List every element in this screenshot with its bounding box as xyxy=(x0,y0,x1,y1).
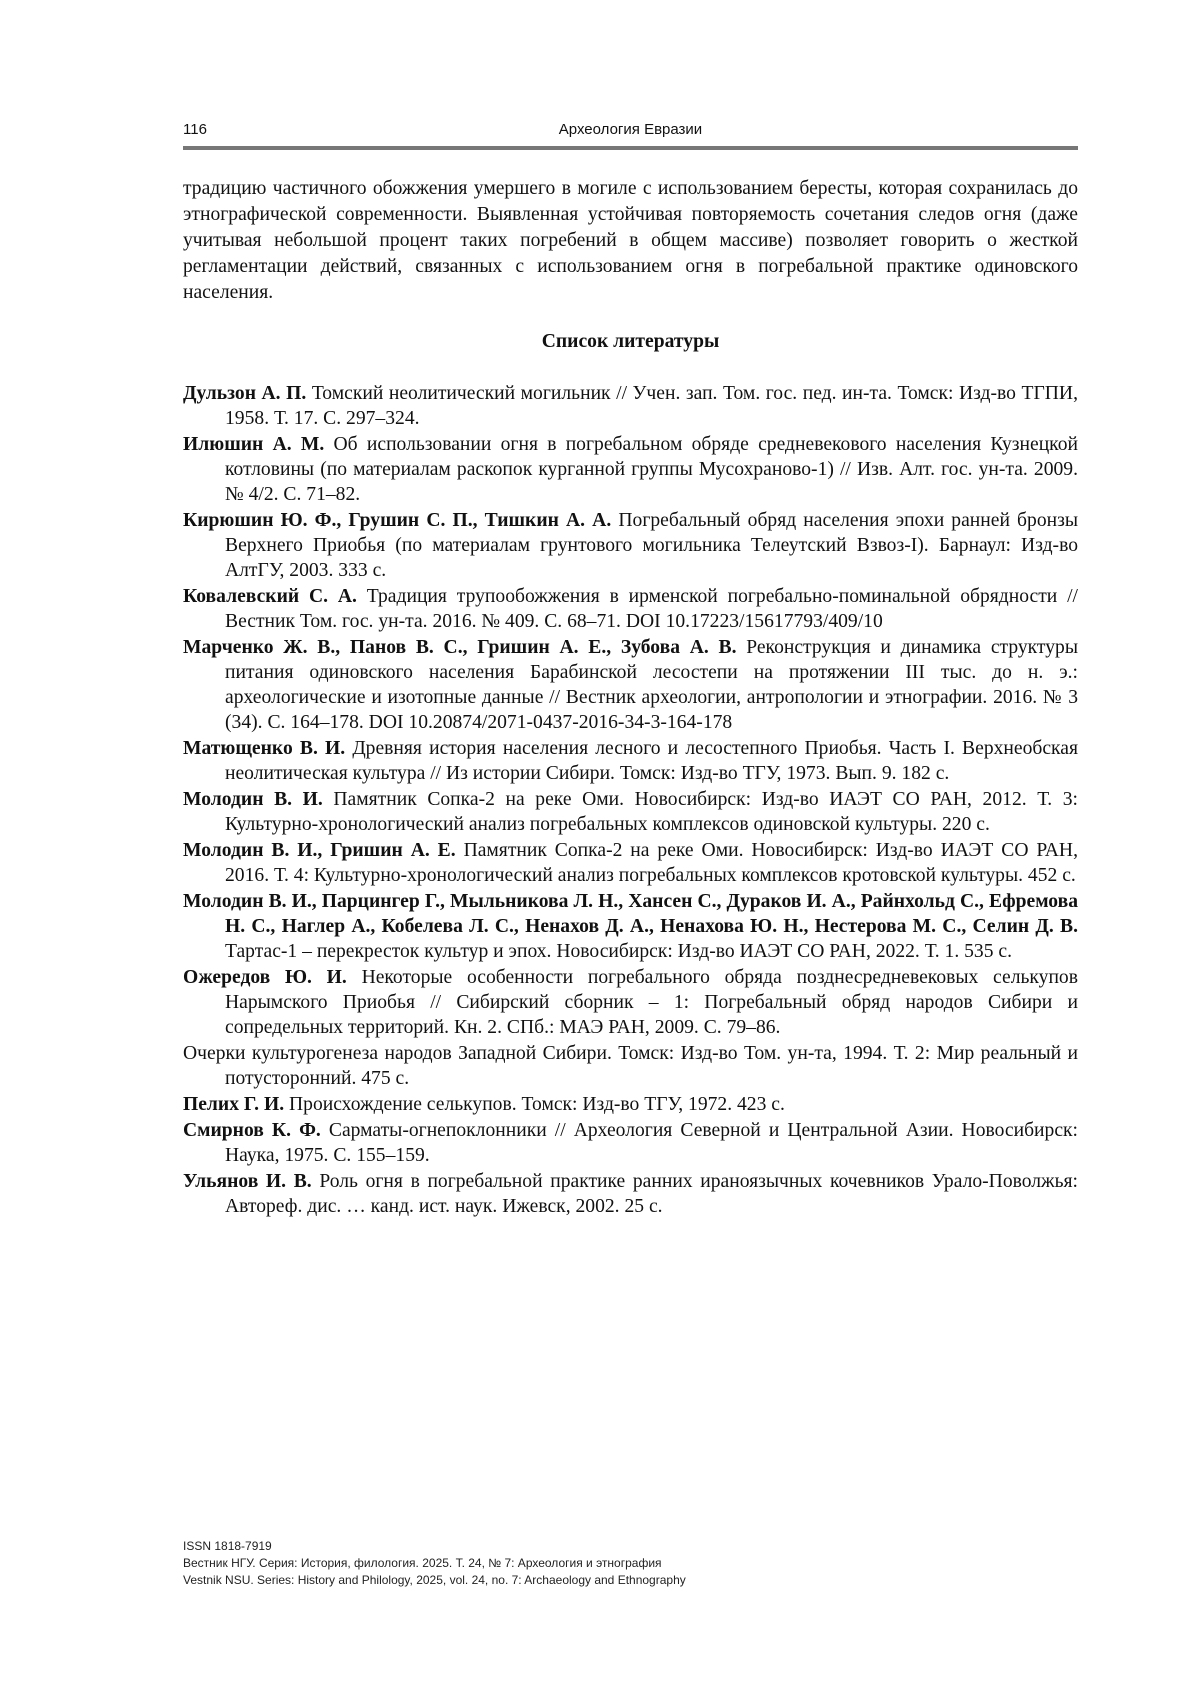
reference-text: Сарматы-огнепоклонники // Археология Северной и Центральной Азии. Новосибирск: Наука, 1975. С. 155–159. xyxy=(225,1120,1078,1166)
reference-item xyxy=(183,965,1078,1040)
header-rule xyxy=(183,146,1078,150)
reference-authors: Смирнов К. Ф. xyxy=(183,1120,321,1141)
reference-authors: Молодин В. И. xyxy=(183,789,323,810)
reference-text: Очерки культурогенеза народов Западной Сибири. Томск: Изд-во Том. ун-та, 1994. Т. 2: Мир реальный и потусторонний. 475 с. xyxy=(183,1043,1078,1089)
reference-item xyxy=(183,1118,1078,1168)
reference-item xyxy=(183,508,1078,583)
reference-authors: Ульянов И. В. xyxy=(183,1171,312,1192)
reference-authors: Кирюшин Ю. Ф., Грушин С. П., Тишкин А. А. xyxy=(183,510,612,531)
journal-section-title: Археология Евразии xyxy=(558,121,703,138)
reference-text: Об использовании огня в погребальном обряде средневекового населения Кузнецкой котловины (по материалам раскопок курганной группы Мусохраново-1) // Изв. Алт. гос. ун-та. 2009. № 4/2. С. 71–82. xyxy=(225,434,1078,505)
reference-item xyxy=(183,1092,1078,1117)
intro-paragraph: традицию частичного обожжения умершего в могиле с использованием бересты, которая сохранилась до этнографической современности. Выявленная устойчивая повторяемость сочетания следов огня (даже учитывая небольшой процент таких погребений в общем массиве) позволяет говорить о жесткой регламентации действий, связанных с использованием огня в погребальной практике одиновского населения. xyxy=(183,178,1078,303)
reference-authors: Марченко Ж. В., Панов В. С., Гришин А. Е., Зубова А. В. xyxy=(183,637,737,658)
reference-text: Тартас-1 – перекресток культур и эпох. Новосибирск: Изд-во ИАЭТ СО РАН, 2022. Т. 1. 535 с. xyxy=(225,941,1013,962)
reference-item xyxy=(183,1041,1078,1091)
reference-item xyxy=(183,787,1078,837)
reference-authors: Пелих Г. И. xyxy=(183,1094,285,1115)
reference-item xyxy=(183,838,1078,888)
reference-text: Древняя история населения лесного и лесостепного Приобья. Часть I. Верхнеобская неолитическая культура // Из истории Сибири. Томск: Изд-во ТГУ, 1973. Вып. 9. 182 с. xyxy=(225,738,1078,784)
reference-text: Традиция трупообожжения в ирменской погребально-поминальной обрядности // Вестник Том. гос. ун-та. 2016. № 409. С. 68–71. DOI 10.17223/15617793/409/10 xyxy=(225,586,1079,632)
reference-authors: Матющенко В. И. xyxy=(183,738,346,759)
references-title: Список литературы xyxy=(541,331,720,352)
page-number: 116 xyxy=(183,121,207,138)
reference-text: Происхождение селькупов. Томск: Изд-во ТГУ, 1972. 423 с. xyxy=(289,1094,785,1115)
reference-item xyxy=(183,889,1078,964)
reference-text: Памятник Сопка-2 на реке Оми. Новосибирск: Изд-во ИАЭТ СО РАН, 2016. Т. 4: Культурно-хронологический анализ погребальных комплексов кротовской культуры. 452 с. xyxy=(225,840,1078,886)
page-footer xyxy=(183,1538,883,1589)
reference-item xyxy=(183,635,1078,735)
reference-item xyxy=(183,432,1078,507)
reference-text: Роль огня в погребальной практике ранних ираноязычных кочевников Урало-Поволжья: Автореф. дис. … канд. ист. наук. Ижевск, 2002. 25 с. xyxy=(225,1171,1078,1217)
reference-authors: Молодин В. И., Гришин А. Е. xyxy=(183,840,456,861)
reference-authors: Ожередов Ю. И. xyxy=(183,967,347,988)
reference-authors: Илюшин А. М. xyxy=(183,434,325,455)
footer-journal-en: Vestnik NSU. Series: History and Philology, 2025, vol. 24, no. 7: Archaeology and Ethnography xyxy=(183,1573,686,1587)
reference-text: Погребальный обряд населения эпохи ранней бронзы Верхнего Приобья (по материалам грунтового могильника Телеутский Взвоз-I). Барнаул: Изд-во АлтГУ, 2003. 333 с. xyxy=(225,510,1079,581)
reference-item xyxy=(183,381,1078,431)
references-list xyxy=(183,381,1078,1220)
reference-item xyxy=(183,736,1078,786)
reference-authors: Дульзон А. П. xyxy=(183,383,307,404)
reference-authors: Молодин В. И., Парцингер Г., Мыльникова Л. Н., Хансен С., Дураков И. А., Райнхольд С., Ефремова Н. С., Наглер А., Кобелева Л. С., Ненахов Д. А., Ненахова Ю. Н., Нестерова М. С., Селин Д. В. xyxy=(183,891,1078,937)
reference-text: Некоторые особенности погребального обряда позднесредневековых селькупов Нарымского Приобья // Сибирский сборник – 1: Погребальный обряд народов Сибири и сопредельных территорий. Кн. 2. СПб.: МАЭ РАН, 2009. С. 79–86. xyxy=(225,967,1078,1038)
footer-journal-ru: Вестник НГУ. Серия: История, филология. 2025. Т. 24, № 7: Археология и этнография xyxy=(183,1556,662,1570)
footer-issn: ISSN 1818-7919 xyxy=(183,1539,272,1553)
reference-item xyxy=(183,584,1078,634)
running-head xyxy=(183,121,1078,147)
reference-authors: Ковалевский С. А. xyxy=(183,586,357,607)
reference-text: Томский неолитический могильник // Учен. зап. Том. гос. пед. ин-та. Томск: Изд-во ТГПИ, 1958. Т. 17. С. 297–324. xyxy=(225,383,1078,429)
reference-text: Реконструкция и динамика структуры питания одиновского населения Барабинской лесостепи на протяжении III тыс. до н. э.: археологические и изотопные данные // Вестник археологии, антропологии и этнографии. 2016. № 3 (34). С. 164–178. DOI 10.20874/2071-0437-2016-34-3-164-178 xyxy=(225,637,1078,733)
reference-item xyxy=(183,1169,1078,1219)
reference-text: Памятник Сопка-2 на реке Оми. Новосибирск: Изд-во ИАЭТ СО РАН, 2012. Т. 3: Культурно-хронологический анализ погребальных комплексов одиновской культуры. 220 с. xyxy=(225,789,1078,835)
